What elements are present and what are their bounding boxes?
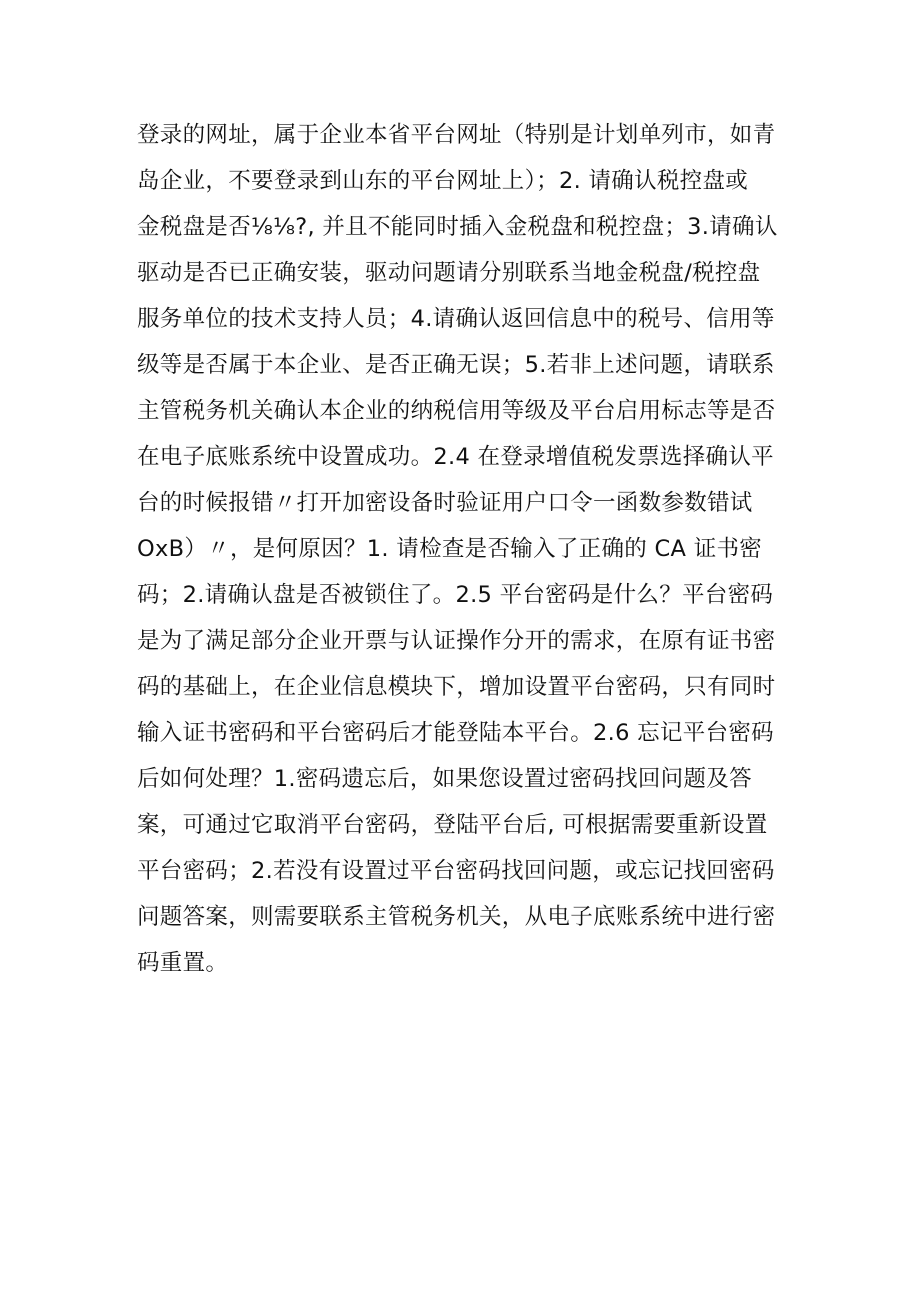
text-line: 案，可通过它取消平台密码，登陆平台后, 可根据需要重新设置 bbox=[137, 812, 768, 838]
text-line: 金税盘是否⅛⅛?, 并且不能同时插入金税盘和税控盘；3.请确认 bbox=[137, 214, 778, 240]
text-line: 问题答案，则需要联系主管税务机关，从电子底账系统中进行密 bbox=[137, 904, 776, 930]
text-line: 登录的网址，属于企业本省平台网址（特别是计划单列市，如青 bbox=[137, 122, 776, 148]
text-line: 平台密码；2.若没有设置过平台密码找回问题，或忘记找回密码 bbox=[137, 858, 775, 884]
text-line: 输入证书密码和平台密码后才能登陆本平台。2.6 忘记平台密码 bbox=[137, 720, 774, 746]
text-line: 服务单位的技术支持人员；4.请确认返回信息中的税号、信用等 bbox=[137, 306, 775, 332]
text-line: 级等是否属于本企业、是否正确无误；5.若非上述问题，请联系 bbox=[137, 352, 775, 378]
text-line: OxB）〃，是何原因？1. 请检查是否输入了正确的 CA 证书密 bbox=[137, 536, 763, 562]
text-line: 是为了满足部分企业开票与认证操作分开的需求，在原有证书密 bbox=[137, 628, 776, 654]
text-line: 主管税务机关确认本企业的纳税信用等级及平台启用标志等是否 bbox=[137, 398, 776, 424]
text-line: 后如何处理？1.密码遗忘后，如果您设置过密码找回问题及答 bbox=[137, 766, 752, 792]
body-paragraph bbox=[137, 112, 797, 986]
text-line: 码的基础上，在企业信息模块下，增加设置平台密码，只有同时 bbox=[137, 674, 776, 700]
text-line: 驱动是否已正确安装，驱动问题请分别联系当地金税盘/税控盘 bbox=[137, 260, 761, 286]
text-line: 台的时候报错〃打开加密设备时验证用户口令一函数参数错试 bbox=[137, 490, 753, 516]
text-line: 在电子底账系统中设置成功。2.4 在登录增值税发票选择确认平 bbox=[137, 444, 774, 470]
text-line: 码；2.请确认盘是否被锁住了。2.5 平台密码是什么？平台密码 bbox=[137, 582, 774, 608]
text-line: 岛企业，不要登录到山东的平台网址上）；2. 请确认税控盘或 bbox=[137, 168, 749, 194]
text-line: 码重置。 bbox=[137, 950, 229, 976]
